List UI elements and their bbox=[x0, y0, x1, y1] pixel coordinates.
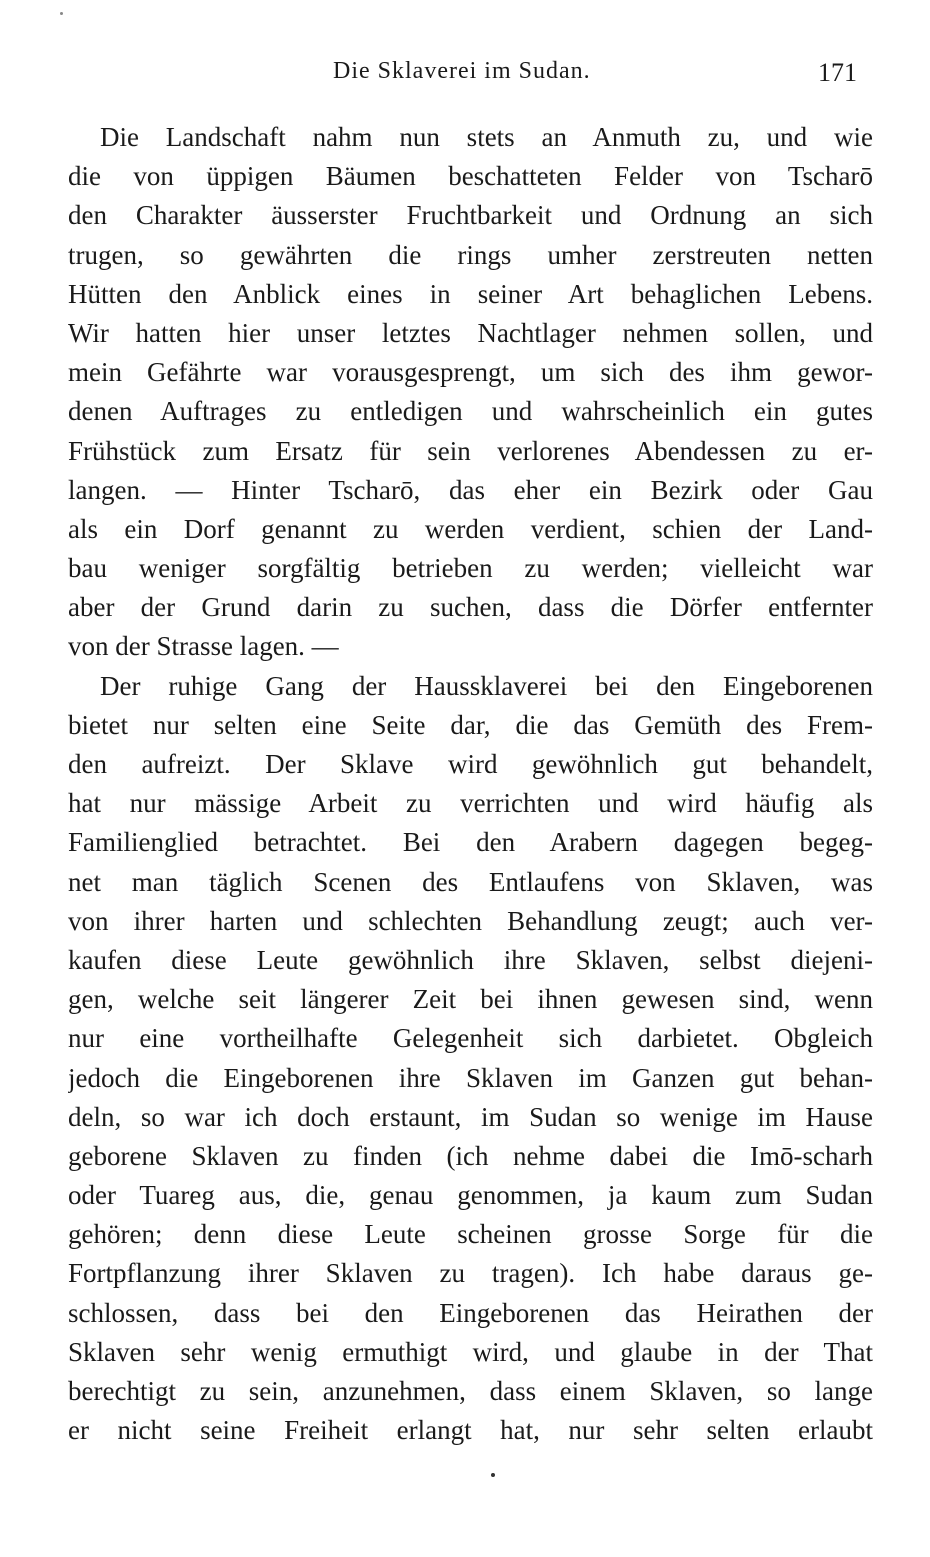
text-line: als ein Dorf genannt zu werden verdient, schien der Land- bbox=[68, 513, 873, 544]
text-line: bau weniger sorgfältig betrieben zu werden; vielleicht war bbox=[68, 553, 873, 584]
text-line: Der ruhige Gang der Haussklaverei bei den Eingeborenen bbox=[100, 670, 873, 701]
text-line: Sklaven sehr wenig ermuthigt wird, und glaube in der That bbox=[68, 1336, 873, 1367]
ink-speck bbox=[491, 1473, 495, 1477]
text-line: er nicht seine Freiheit erlangt hat, nur sehr selten erlaubt bbox=[68, 1415, 873, 1446]
text-line: net man täglich Scenen des Entlaufens von Sklaven, was bbox=[68, 866, 873, 897]
text-line: den aufreizt. Der Sklave wird gewöhnlich gut behandelt, bbox=[68, 749, 873, 779]
text-line: kaufen diese Leute gewöhnlich ihre Sklaven, selbst diejeni- bbox=[68, 944, 873, 975]
text-line: Wir hatten hier unser letztes Nachtlager nehmen sollen, und bbox=[68, 317, 873, 348]
text-line: gehören; denn diese Leute scheinen grosse Sorge für die bbox=[68, 1219, 873, 1250]
text-line: jedoch die Eingeborenen ihre Sklaven im Ganzen gut behan- bbox=[68, 1062, 873, 1093]
text-line: schlossen, dass bei den Eingeborenen das Heirathen der bbox=[68, 1297, 873, 1328]
page-number: 171 bbox=[818, 58, 857, 87]
text-line: Fortpflanzung ihrer Sklaven zu tragen). Ich habe daraus ge- bbox=[68, 1258, 873, 1289]
text-line: Hütten den Anblick eines in seiner Art behaglichen Lebens. bbox=[68, 278, 873, 309]
text-line: berechtigt zu sein, anzunehmen, dass einem Sklaven, so lange bbox=[68, 1376, 873, 1406]
text-line: deln, so war ich doch erstaunt, im Sudan so wenige im Hause bbox=[68, 1101, 873, 1132]
text-line: gen, welche seit längerer Zeit bei ihnen gewesen sind, wenn bbox=[68, 984, 873, 1015]
text-line: mein Gefährte war vorausgesprengt, um sich des ihm gewor- bbox=[68, 357, 873, 388]
text-line: trugen, so gewährten die rings umher zerstreuten netten bbox=[68, 239, 873, 270]
text-line: denen Auftrages zu entledigen und wahrscheinlich ein gutes bbox=[68, 396, 873, 427]
running-head bbox=[0, 58, 930, 98]
paragraph-2 bbox=[68, 667, 873, 1451]
text-line: oder Tuareg aus, die, genau genommen, ja kaum zum Sudan bbox=[68, 1180, 873, 1211]
running-title: Die Sklaverei im Sudan. bbox=[333, 58, 591, 84]
text-line: den Charakter äusserster Fruchtbarkeit und Ordnung an sich bbox=[68, 200, 873, 231]
text-line: hat nur mässige Arbeit zu verrichten und wird häufig als bbox=[68, 788, 873, 819]
text-line: bietet nur selten eine Seite dar, die das Gemüth des Frem- bbox=[68, 709, 873, 740]
ink-speck bbox=[60, 12, 63, 15]
text-line: Frühstück zum Ersatz für sein verlorenes Abendessen zu er- bbox=[68, 435, 873, 466]
text-line: Die Landschaft nahm nun stets an Anmuth zu, und wie bbox=[100, 122, 873, 152]
paragraph-1 bbox=[68, 118, 873, 667]
text-line: die von üppigen Bäumen beschatteten Felder von Tscharō bbox=[68, 161, 873, 192]
text-line: Familienglied betrachtet. Bei den Arabern dagegen begeg- bbox=[68, 827, 873, 858]
text-line: von ihrer harten und schlechten Behandlung zeugt; auch ver- bbox=[68, 905, 873, 936]
text-line: nur eine vortheilhafte Gelegenheit sich darbietet. Obgleich bbox=[68, 1023, 873, 1054]
text-line: aber der Grund darin zu suchen, dass die Dörfer entfernter bbox=[68, 592, 873, 623]
body-text bbox=[68, 118, 873, 1450]
text-line: geborene Sklaven zu finden (ich nehme dabei die Imō-scharh bbox=[68, 1140, 873, 1171]
text-line: von der Strasse lagen. — bbox=[68, 631, 339, 662]
text-line: langen. — Hinter Tscharō, das eher ein Bezirk oder Gau bbox=[68, 474, 873, 505]
